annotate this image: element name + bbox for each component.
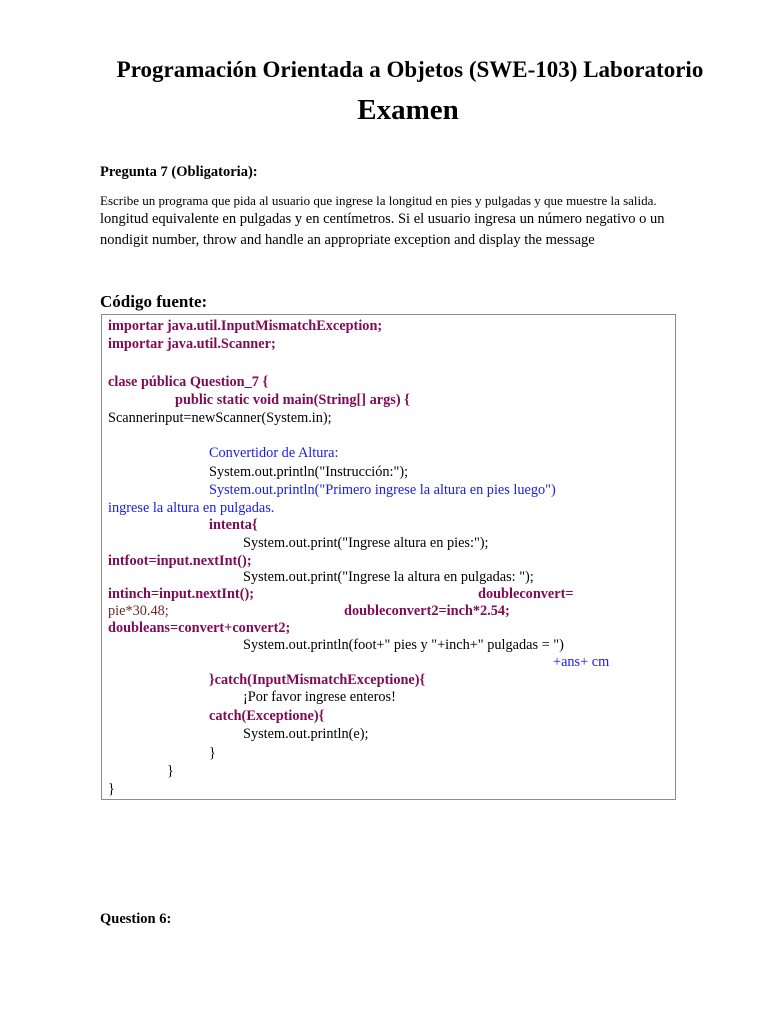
code-line: Scannerinput=newScanner(System.in);	[108, 410, 332, 426]
code-line: doubleconvert2=inch*2.54;	[344, 603, 510, 619]
code-line: System.out.println("Primero ingrese la altura en pies luego")	[209, 482, 556, 498]
exam-title: Examen	[357, 94, 459, 126]
question-7-prompt-line-2: longitud equivalente en pulgadas y en centímetros. Si el usuario ingresa un número negativo o un	[100, 211, 665, 227]
code-line: Convertidor de Altura:	[209, 445, 339, 461]
question-7-heading: Pregunta 7 (Obligatoria):	[100, 164, 258, 180]
code-line: System.out.print("Ingrese altura en pies:");	[243, 535, 489, 551]
code-line: importar java.util.InputMismatchException;	[108, 318, 383, 334]
code-line: intenta{	[209, 517, 258, 533]
code-line: }	[167, 763, 174, 779]
code-line: clase pública Question_7 {	[108, 374, 269, 390]
code-line: System.out.println(foot+" pies y "+inch+" pulgadas = ")	[243, 637, 564, 653]
source-code-label: Código fuente:	[100, 292, 208, 311]
code-line: intfoot=input.nextInt();	[108, 553, 252, 569]
code-line: ingrese la altura en pulgadas.	[108, 500, 275, 516]
code-line: }	[108, 781, 115, 797]
code-line: System.out.println("Instrucción:");	[209, 464, 409, 480]
code-line: intinch=input.nextInt();	[108, 586, 254, 602]
code-line: importar java.util.Scanner;	[108, 336, 276, 352]
question-7-prompt-line-1: Escribe un programa que pida al usuario que ingrese la longitud en pies y pulgadas y que muestre la salida.	[100, 193, 657, 208]
code-line: ¡Por favor ingrese enteros!	[243, 689, 396, 705]
question-6-heading: Question 6:	[100, 911, 172, 927]
code-line: +ans+ cm	[553, 654, 610, 670]
code-line: }catch(InputMismatchExceptione){	[209, 672, 426, 688]
source-code-box	[101, 314, 676, 800]
code-line: public static void main(String[] args) {	[175, 392, 410, 408]
code-line: pie*30.48;	[108, 603, 169, 619]
course-title: Programación Orientada a Objetos (SWE-103) Laboratorio	[116, 57, 704, 82]
question-7-prompt-line-3: nondigit number, throw and handle an appropriate exception and display the message	[100, 232, 595, 248]
code-line: catch(Exceptione){	[209, 708, 325, 724]
code-line: }	[209, 745, 216, 761]
code-line: System.out.print("Ingrese la altura en pulgadas: ");	[243, 569, 534, 585]
code-line: System.out.println(e);	[243, 726, 369, 742]
code-line: doubleans=convert+convert2;	[108, 620, 291, 636]
code-line: doubleconvert=	[478, 586, 574, 602]
